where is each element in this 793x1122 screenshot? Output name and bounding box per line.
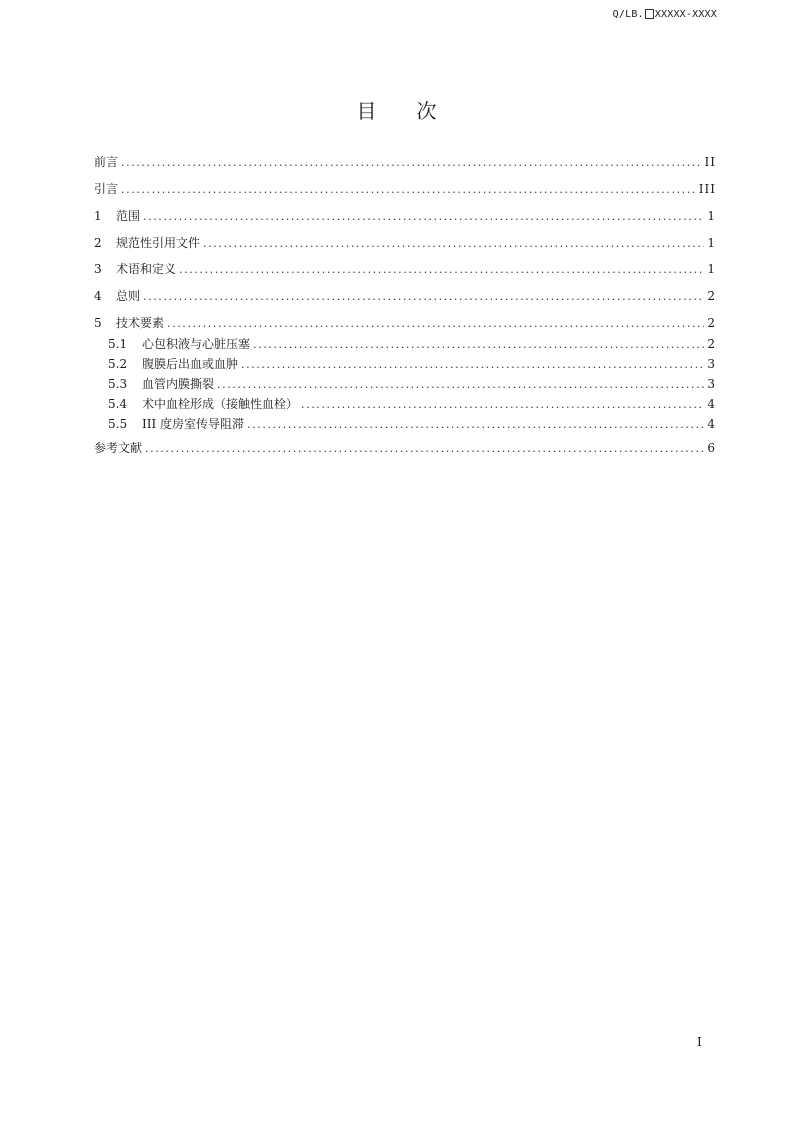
- toc-entry-5-3[interactable]: [108, 377, 716, 392]
- toc-entry-5-4[interactable]: [108, 397, 716, 412]
- toc-leader-dots: [143, 210, 704, 224]
- toc-entry-number: 5.1: [108, 337, 128, 351]
- toc-entry-page: 3: [707, 357, 716, 371]
- document-code-suffix: XXXXX-XXXX: [654, 9, 717, 20]
- toc-entry-scope[interactable]: [94, 209, 716, 224]
- toc-entry-number: 1: [94, 209, 102, 223]
- toc-entry-label: 血管内膜撕裂: [142, 377, 215, 391]
- toc-leader-dots: [145, 442, 704, 456]
- toc-entry-label: 心包积液与心脏压塞: [142, 337, 251, 351]
- toc-entry-page: 4: [707, 417, 716, 431]
- toc-entry-label: 引言: [94, 182, 119, 196]
- toc-entry-foreword[interactable]: [94, 155, 716, 170]
- document-code-prefix: Q/LB.: [612, 9, 644, 20]
- toc-entry-number: 3: [94, 262, 102, 276]
- toc-entry-introduction[interactable]: [94, 182, 716, 197]
- toc-entry-number: 5.4: [108, 397, 128, 411]
- toc-entry-label: III 度房室传导阻滞: [142, 417, 245, 431]
- toc-entry-general[interactable]: [94, 289, 716, 304]
- document-code: [613, 9, 717, 20]
- page-number: I: [697, 1035, 702, 1049]
- toc-leader-dots: [247, 418, 704, 432]
- toc-entry-page: III: [698, 182, 716, 196]
- toc-leader-dots: [143, 290, 704, 304]
- toc-entry-label: 前言: [94, 155, 119, 169]
- toc-entry-label: 术中血栓形成（接触性血栓）: [142, 397, 299, 411]
- toc-entry-number: 4: [94, 289, 102, 303]
- toc-leader-dots: [253, 338, 704, 352]
- toc-entry-number: 2: [94, 236, 102, 250]
- toc-leader-dots: [121, 156, 702, 170]
- toc-entry-page: II: [704, 155, 716, 169]
- toc-entry-bibliography[interactable]: [94, 441, 716, 456]
- toc-entry-label: 腹膜后出血或血肿: [142, 357, 239, 371]
- toc-entry-page: 1: [707, 262, 716, 276]
- toc-entry-page: 2: [707, 289, 716, 303]
- toc-entry-page: 1: [707, 236, 716, 250]
- toc-entry-5-2[interactable]: [108, 357, 716, 372]
- toc-leader-dots: [241, 358, 704, 372]
- toc-leader-dots: [301, 398, 704, 412]
- toc-entry-page: 6: [707, 441, 716, 455]
- toc-title-char-2: 次: [416, 99, 437, 123]
- toc-entry-label: 规范性引用文件: [116, 236, 201, 250]
- toc-title: [0, 95, 793, 124]
- checkbox-square-icon: [645, 9, 654, 19]
- toc-entry-number: 5: [94, 316, 102, 330]
- toc-leader-dots: [217, 378, 704, 392]
- toc-entry-number: 5.3: [108, 377, 128, 391]
- toc-entry-label: 范围: [116, 209, 141, 223]
- toc-entry-label: 术语和定义: [116, 262, 177, 276]
- toc-entry-normative-references[interactable]: [94, 236, 716, 251]
- toc-leader-dots: [203, 237, 704, 251]
- toc-entry-page: 3: [707, 377, 716, 391]
- toc-entry-terms-definitions[interactable]: [94, 262, 716, 277]
- toc-entry-page: 4: [707, 397, 716, 411]
- toc-entry-label: 总则: [116, 289, 141, 303]
- toc-entry-page: 2: [707, 316, 716, 330]
- toc-entry-page: 2: [707, 337, 716, 351]
- toc-entry-number: 5.5: [108, 417, 128, 431]
- toc-entry-label: 参考文献: [94, 441, 143, 455]
- toc-entry-5-5[interactable]: [108, 417, 716, 432]
- toc-title-char-1: 目: [356, 99, 377, 123]
- toc-leader-dots: [167, 317, 704, 331]
- toc-leader-dots: [179, 263, 704, 277]
- toc-leader-dots: [121, 183, 696, 197]
- toc-entry-5-1[interactable]: [108, 337, 716, 352]
- toc-entry-label: 技术要素: [116, 316, 165, 330]
- toc-entry-number: 5.2: [108, 357, 128, 371]
- toc-entry-page: 1: [707, 209, 716, 223]
- toc-entry-technical-elements[interactable]: [94, 316, 716, 331]
